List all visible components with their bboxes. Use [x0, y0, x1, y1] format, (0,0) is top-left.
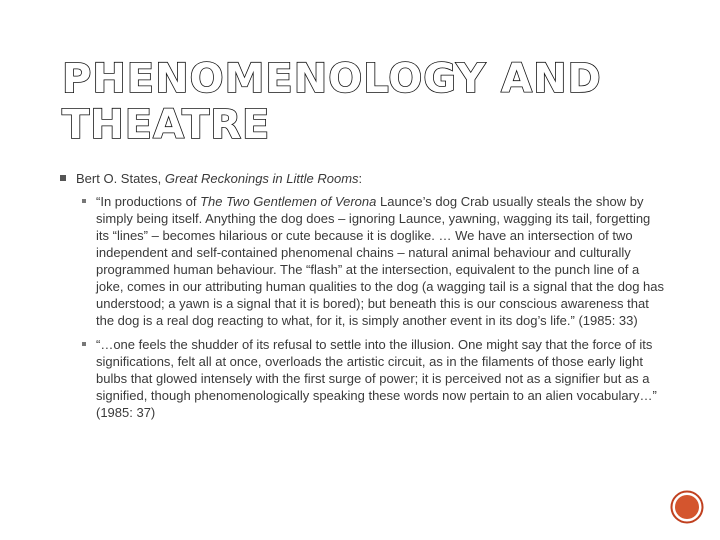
quote-1-open: “In productions of: [96, 194, 201, 209]
quote-list: [82, 193, 665, 421]
quote-item: [82, 193, 665, 329]
square-bullet-icon: [60, 175, 66, 181]
slide-content: [60, 170, 665, 428]
bullet-source: [60, 170, 665, 187]
title-line-1: PHENOMENOLOGY AND: [62, 56, 602, 102]
source-book-title: Great Reckonings in Little Rooms: [164, 171, 359, 186]
quote-1-play-title: The Two Gentlemen of Verona: [200, 194, 377, 209]
title-line-2: THEATRE: [62, 102, 271, 148]
slide-title: [62, 56, 662, 148]
quote-1-body: Launce’s dog Crab usually steals the show by simply being itself. Anything the dog does – ignoring Launce, yawning, wagging its tail, forgetting its “lines” – becomes hilarious or cute because it is doglike. … We have an intersection of two independent and self-contained phenomenal chains – natural animal behaviour and culturally programmed human behaviour. The “flash” at the intersection, equivalent to the punch line of a joke, comes in our attributing human qualities to the dog (a wagging tail is a signal that the dog has understood; a yawn is a signal that it is bored); but beneath this is our conscious awareness that the dog is a real dog reacting to what, for it, is simply another event in its dog’s life.” (1985: 33): [96, 194, 665, 328]
small-square-bullet-icon: [82, 199, 86, 203]
source-author: Bert O. States,: [76, 171, 165, 186]
source-colon: :: [358, 171, 363, 186]
circle-logo-icon: [670, 490, 704, 524]
quote-2-body: “…one feels the shudder of its refusal to settle into the illusion. One might say that the force of its significations, felt all at once, overloads the artistic circuit, as in the filaments of those early light bulbs that glowed intensely with the first surge of power; it is perceived not as a signifier but as a signified, though phenomenologically speaking these words now pertain to an alien vocabulary…” (1985: 37): [96, 337, 657, 420]
small-square-bullet-icon: [82, 342, 86, 346]
quote-item: [82, 336, 665, 421]
